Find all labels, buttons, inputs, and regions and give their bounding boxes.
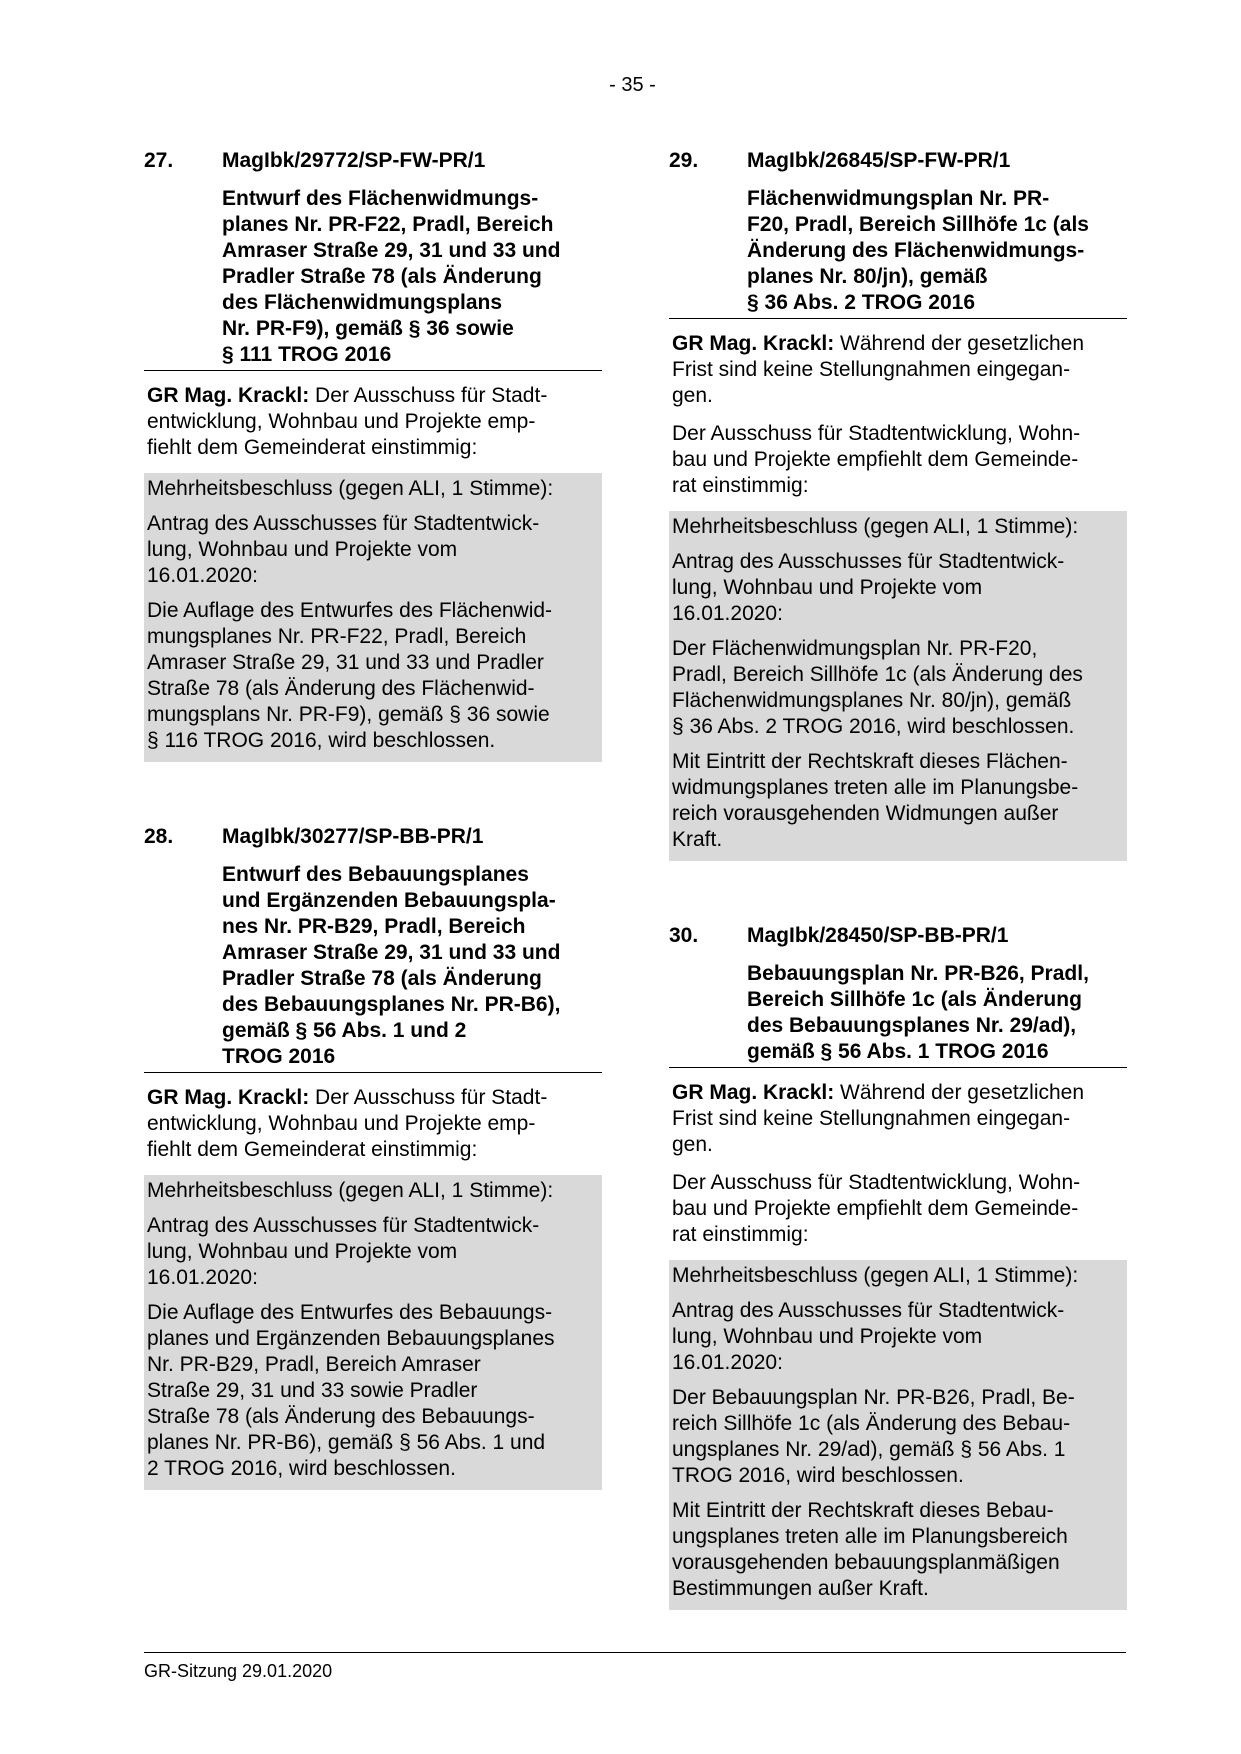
item-number: 29. (669, 149, 699, 172)
item-title (144, 186, 602, 371)
speaker-name: GR Mag. Krackl: (147, 1086, 310, 1109)
item-title (669, 186, 1127, 319)
item-number: 30. (669, 924, 699, 947)
legal-note: Mit Eintritt der Rechtskraft dieses Flächen- widmungsplanes treten alle im Planungsbe- reich vorausgehenden Widmungen außer Kraft. (672, 750, 1079, 851)
decision-text: Mehrheitsbeschluss (gegen ALI, 1 Stimme): (672, 515, 1079, 538)
left-column (144, 148, 602, 1552)
speaker-statement (672, 1080, 1127, 1158)
item-reference: MagIbk/29772/SP-FW-PR/1 (222, 149, 486, 172)
resolution-box (669, 511, 1127, 861)
item-title-text: Entwurf des Bebauungsplanes und Ergänzenden Bebauungspla- nes Nr. PR-B29, Pradl, Bereich Amraser Straße 29, 31 und 33 und Pradler Straße 78 (als Änderung des Bebauungsplanes Nr. PR-B6), gemäß § 56 Abs. 1 und 2 TROG 2016 (222, 863, 561, 1068)
resolution-box (144, 1175, 602, 1490)
item-header (669, 923, 1127, 949)
item-title-text: Flächenwidmungsplan Nr. PR- F20, Pradl, Bereich Sillhöfe 1c (als Änderung des Flächenwidmungs- planes Nr. 80/jn), gemäß § 36 Abs. 2 TROG 2016 (747, 187, 1089, 314)
item-reference: MagIbk/30277/SP-BB-PR/1 (222, 825, 484, 848)
item-number: 28. (144, 825, 174, 848)
agenda-item-27 (144, 148, 602, 762)
decision-text: Mehrheitsbeschluss (gegen ALI, 1 Stimme): (147, 477, 554, 500)
resolution-text: Die Auflage des Entwurfes des Bebauungs- planes und Ergänzenden Bebauungsplanes Nr. PR-B29, Pradl, Bereich Amraser Straße 29, 31 und 33 sowie Pradler Straße 78 (als Änderung des Bebauungs- planes Nr. PR-B6), gemäß § 56 Abs. 1 und 2 TROG 2016, wird beschlossen. (147, 1301, 555, 1480)
statement-text: Der Ausschuss für Stadt- entwicklung, Wohnbau und Projekte emp- fiehlt dem Gemeinderat einstimmig: (147, 384, 548, 459)
agenda-item-28 (144, 824, 602, 1490)
motion-text: Antrag des Ausschusses für Stadtentwick- lung, Wohnbau und Projekte vom 16.01.2020: (147, 1214, 540, 1289)
resolution-text: Der Flächenwidmungsplan Nr. PR-F20, Pradl, Bereich Sillhöfe 1c (als Änderung des Flächenwidmungsplanes Nr. 80/jn), gemäß § 36 Abs. 2 TROG 2016, wird beschlossen. (672, 637, 1083, 738)
speaker-statement (672, 331, 1127, 409)
motion-text: Antrag des Ausschusses für Stadtentwick- lung, Wohnbau und Projekte vom 16.01.2020: (147, 512, 540, 587)
item-title-text: Bebauungsplan Nr. PR-B26, Pradl, Bereich Sillhöfe 1c (als Änderung des Bebauungsplanes Nr. 29/ad), gemäß § 56 Abs. 1 TROG 2016 (747, 962, 1089, 1063)
item-header (669, 148, 1127, 174)
motion-text: Antrag des Ausschusses für Stadtentwick- lung, Wohnbau und Projekte vom 16.01.2020: (672, 550, 1065, 625)
item-title-text: Entwurf des Flächenwidmungs- planes Nr. PR-F22, Pradl, Bereich Amraser Straße 29, 31 und 33 und Pradler Straße 78 (als Änderung des Flächenwidmungsplans Nr. PR-F9), gemäß § 36 sowie § 111 TROG 2016 (222, 187, 561, 366)
item-header (144, 824, 602, 850)
committee-recommendation: Der Ausschuss für Stadtentwicklung, Wohn- bau und Projekte empfiehlt dem Gemeinde- rat einstimmig: (672, 422, 1081, 497)
legal-note: Mit Eintritt der Rechtskraft dieses Bebau- ungsplanes treten alle im Planungsbereich vorausgehenden bebauungsplanmäßigen Bestimmungen außer Kraft. (672, 1499, 1068, 1600)
resolution-text: Die Auflage des Entwurfes des Flächenwid- mungsplanes Nr. PR-F22, Pradl, Bereich Amraser Straße 29, 31 und 33 und Pradler Straße 78 (als Änderung des Flächenwid- mungsplans Nr. PR-F9), gemäß § 36 sowie § 116 TROG 2016, wird beschlossen. (147, 599, 553, 752)
motion-text: Antrag des Ausschusses für Stadtentwick- lung, Wohnbau und Projekte vom 16.01.2020: (672, 1299, 1065, 1374)
decision-text: Mehrheitsbeschluss (gegen ALI, 1 Stimme): (147, 1179, 554, 1202)
item-title (669, 961, 1127, 1068)
statement-text: Während der gesetzlichen Frist sind keine Stellungnahmen eingegan- gen. (672, 332, 1085, 407)
item-number: 27. (144, 149, 174, 172)
statement-text: Während der gesetzlichen Frist sind keine Stellungnahmen eingegan- gen. (672, 1081, 1085, 1156)
resolution-box (669, 1260, 1127, 1610)
item-reference: MagIbk/26845/SP-FW-PR/1 (747, 149, 1011, 172)
right-column (669, 148, 1127, 1672)
speaker-name: GR Mag. Krackl: (147, 384, 310, 407)
speaker-statement (147, 1085, 602, 1163)
footer: GR-Sitzung 29.01.2020 (144, 1652, 1126, 1682)
committee-recommendation: Der Ausschuss für Stadtentwicklung, Wohn- bau und Projekte empfiehlt dem Gemeinde- rat einstimmig: (672, 1171, 1081, 1246)
decision-text: Mehrheitsbeschluss (gegen ALI, 1 Stimme): (672, 1264, 1079, 1287)
item-title (144, 862, 602, 1073)
speaker-name: GR Mag. Krackl: (672, 332, 835, 355)
speaker-name: GR Mag. Krackl: (672, 1081, 835, 1104)
statement-text: Der Ausschuss für Stadt- entwicklung, Wohnbau und Projekte emp- fiehlt dem Gemeinderat einstimmig: (147, 1086, 548, 1161)
agenda-item-30 (669, 923, 1127, 1610)
speaker-statement (147, 383, 602, 461)
item-header (144, 148, 602, 174)
page-number: - 35 - (609, 74, 656, 96)
resolution-box (144, 473, 602, 762)
item-reference: MagIbk/28450/SP-BB-PR/1 (747, 924, 1009, 947)
agenda-item-29 (669, 148, 1127, 861)
resolution-text: Der Bebauungsplan Nr. PR-B26, Pradl, Be- reich Sillhöfe 1c (als Änderung des Bebau- ungsplanes Nr. 29/ad), gemäß § 56 Abs. 1 TROG 2016, wird beschlossen. (672, 1386, 1075, 1487)
